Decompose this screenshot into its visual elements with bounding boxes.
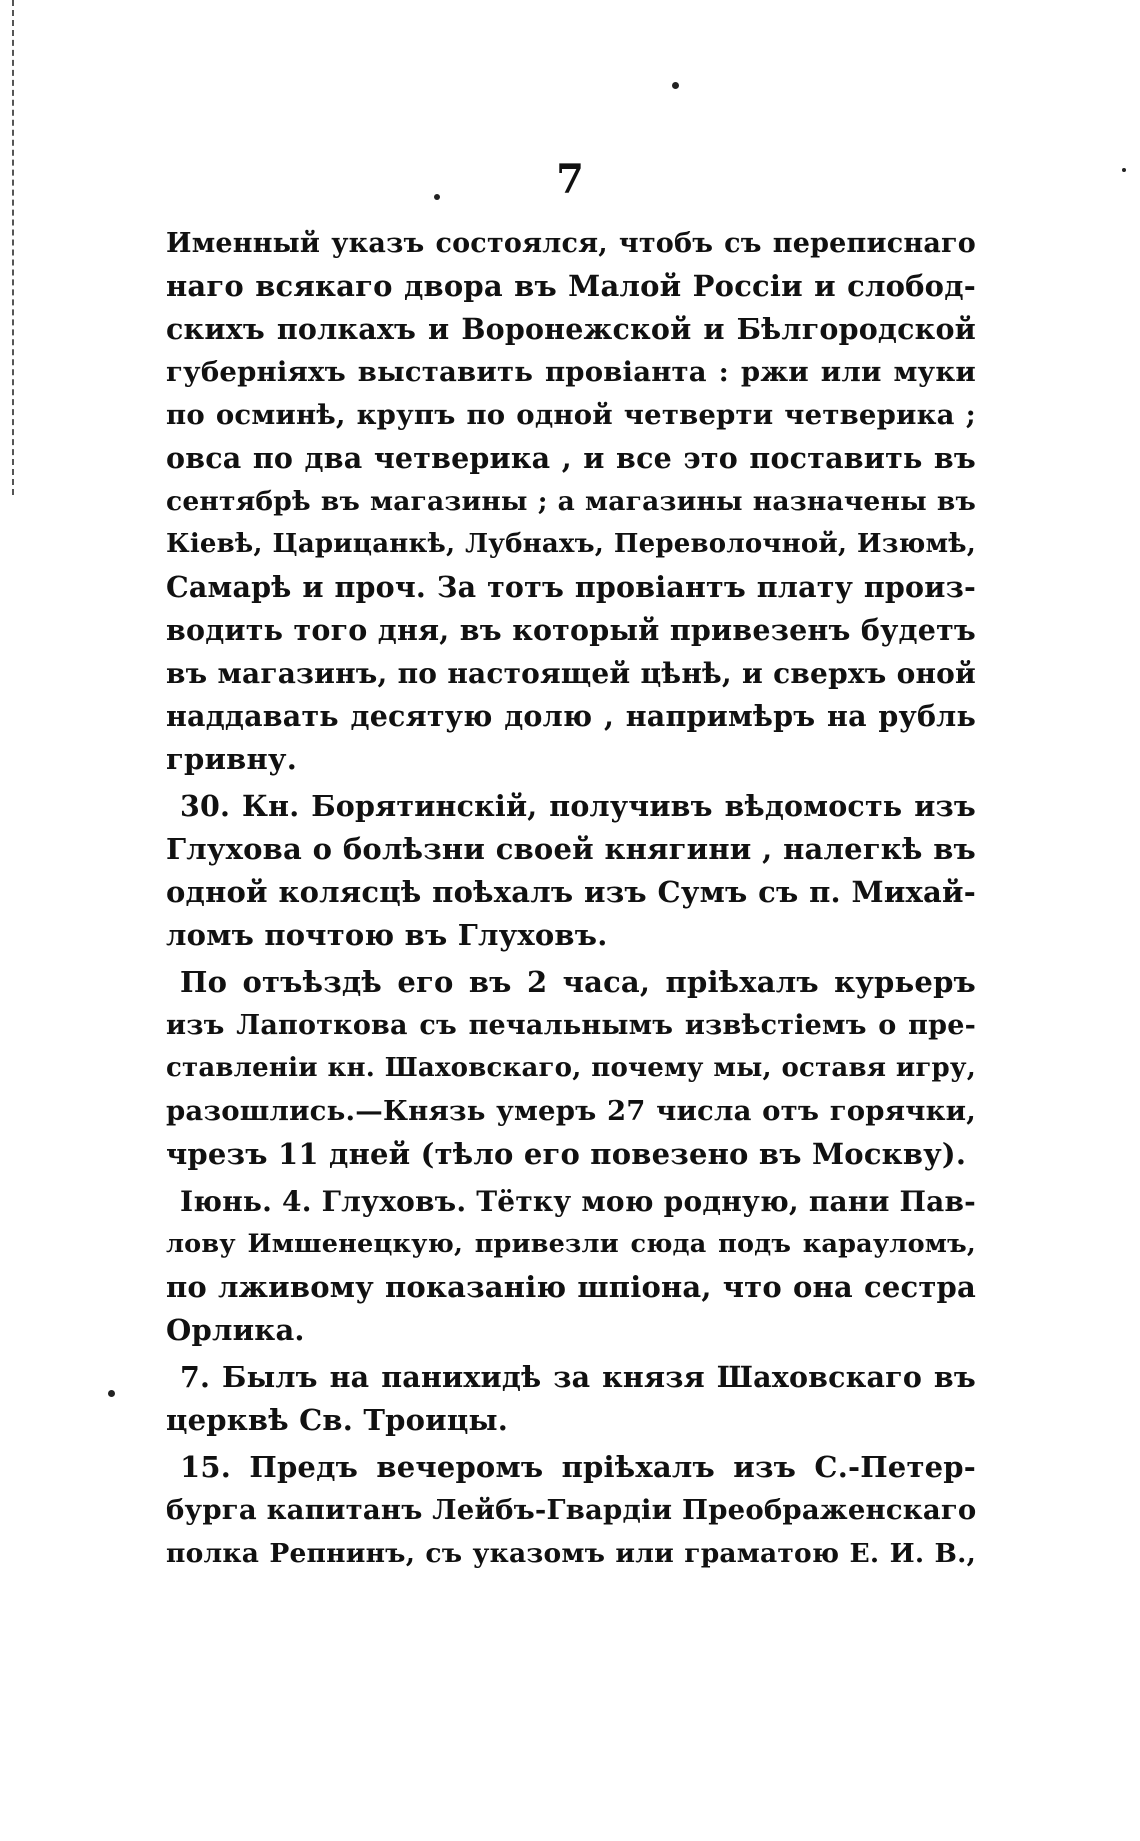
text-line: По отъѣздѣ его въ 2 часа, пріѣхалъ курьеръ (180, 965, 976, 999)
text-line: изъ Лапоткова съ печальнымъ извѣстіемъ о пре- (166, 1010, 976, 1041)
main-text (166, 222, 976, 1575)
text-line: церквѣ Св. Троицы. (166, 1403, 509, 1437)
text-line: наддавать десятую долю , напримѣръ на рубль (166, 699, 976, 733)
text-line: водить того дня, въ который привезенъ будетъ (166, 613, 976, 647)
text-line: 15. Предъ вечеромъ пріѣхалъ изъ С.-Петер- (180, 1450, 976, 1484)
paragraph (166, 961, 976, 1176)
text-line: одной колясцѣ поѣхалъ изъ Сумъ съ п. Михай- (166, 875, 976, 909)
text-line: въ магазинъ, по настоящей цѣнѣ, и сверхъ оной (166, 657, 976, 690)
text-line: ставленіи кн. Шаховскаго, почему мы, оставя игру, (166, 1053, 976, 1083)
text-line: губерніяхъ выставить провіанта : ржи или муки (166, 356, 976, 388)
speck-mark (434, 194, 440, 200)
text-line: Самарѣ и проч. За тотъ провіантъ плату произ- (166, 570, 976, 604)
text-line: разошлись.—Князь умеръ 27 числа отъ горячки, (166, 1095, 976, 1127)
text-line: скихъ полкахъ и Воронежской и Бѣлгородской (166, 312, 976, 346)
text-line: Кіевѣ, Царицанкѣ, Лубнахъ, Переволочной, Изюмѣ, (166, 529, 976, 559)
text-line: по лживому показанію шпіона, что она сестра (166, 1270, 976, 1304)
text-line: полка Репнинъ, съ указомъ или граматою Е. И. В., (166, 1538, 976, 1569)
speck-mark (1122, 168, 1126, 172)
text-line: Орлика. (166, 1313, 305, 1347)
text-line: Іюнь. 4. Глуховъ. Тётку мою родную, пани Пав- (180, 1185, 976, 1218)
paragraph (166, 1446, 976, 1575)
text-line: наго всякаго двора въ Малой Россіи и слобод- (166, 269, 976, 303)
text-line: 7. Былъ на панихидѣ за князя Шаховскаго въ (180, 1360, 976, 1394)
text-line: ломъ почтою въ Глуховъ. (166, 918, 608, 952)
paragraph (166, 1180, 976, 1352)
speck-mark (108, 1390, 115, 1397)
paragraph (166, 785, 976, 957)
text-line: овса по два четверика , и все это поставить въ (166, 441, 976, 475)
text-line: гривну. (166, 742, 297, 776)
text-line: бурга капитанъ Лейбъ-Гвардіи Преображенскаго (166, 1494, 977, 1526)
text-line: сентябрѣ въ магазины ; а магазины назначены въ (166, 486, 976, 517)
speck-mark (672, 82, 679, 89)
text-line: по осминѣ, крупъ по одной четверти четверика ; (166, 399, 976, 431)
text-line: 30. Кн. Борятинскій, получивъ вѣдомость изъ (180, 789, 976, 823)
page-number: 7 (556, 156, 584, 203)
text-line: лову Имшенецкую, привезли сюда подъ карауломъ, (166, 1229, 976, 1259)
text-line: Именный указъ состоялся, чтобъ съ переписнаго (166, 228, 976, 259)
text-line: чрезъ 11 дней (тѣло его повезено въ Москву). (166, 1137, 967, 1171)
margin-dashed-line (12, 0, 14, 495)
text-line: Глухова о болѣзни своей княгини , налегкѣ въ (166, 832, 976, 866)
paragraph (166, 1356, 976, 1442)
paragraph (166, 222, 976, 781)
